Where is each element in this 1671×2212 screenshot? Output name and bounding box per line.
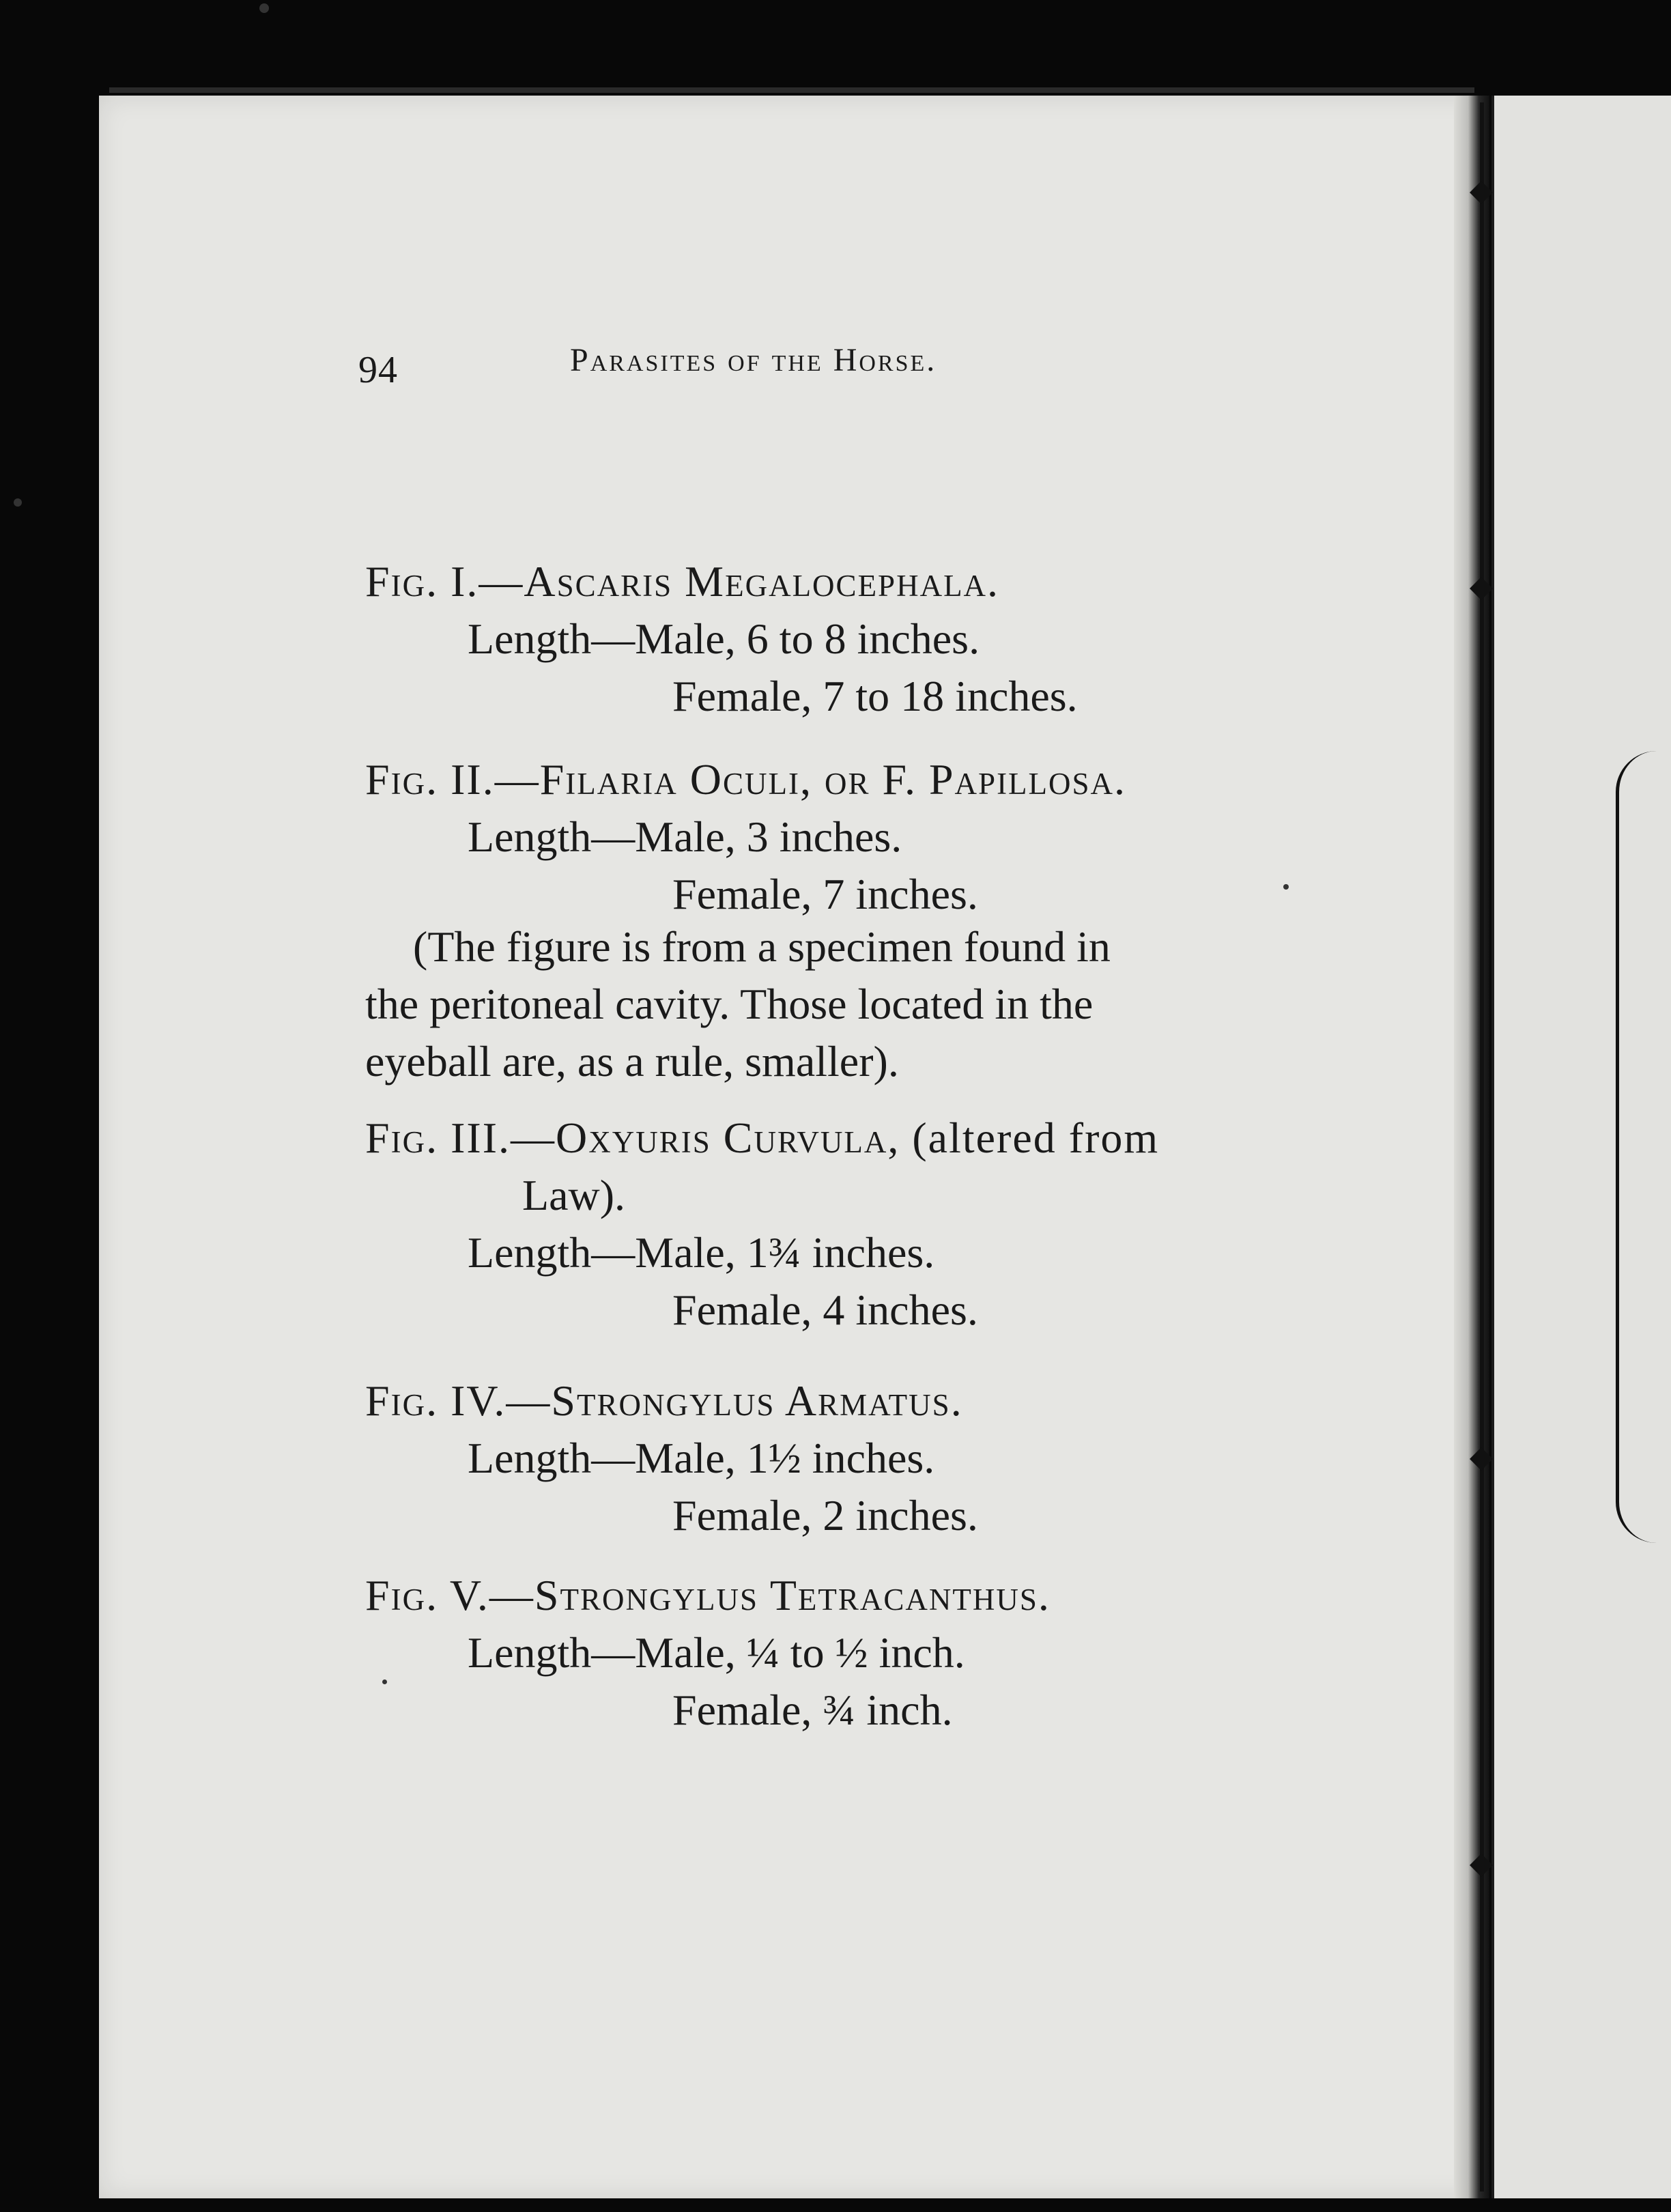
figure-title [365, 1567, 1321, 1624]
figure-title [365, 553, 1321, 610]
page-header [358, 335, 1382, 389]
figure-name: —Strongylus Armatus. [506, 1376, 963, 1425]
dust-speck [259, 3, 269, 13]
figure-name: —Oxyuris Curvula, [511, 1114, 900, 1162]
figure-label: Fig. III. [365, 1114, 511, 1162]
figure-name: —Filaria Oculi, or F. Papillosa. [494, 755, 1127, 804]
length-female-line: Female, 7 inches. [672, 870, 978, 918]
page-top-edge [109, 87, 1474, 93]
figure-title [365, 1372, 1321, 1430]
length-female-line: Female, 4 inches. [672, 1286, 978, 1334]
facing-page-edge [1491, 96, 1671, 2198]
facing-page-curve [1616, 751, 1671, 1543]
page-number: 94 [358, 349, 398, 391]
note-line: eyeball are, as a rule, smaller). [365, 1037, 899, 1086]
spine-line [1480, 102, 1484, 2192]
figure-title [365, 1109, 1321, 1167]
dust-speck [14, 498, 22, 507]
figure-title-continuation: Law). [522, 1171, 626, 1219]
figure-title [365, 751, 1321, 808]
figure-entry [365, 1372, 1321, 1544]
note-line: (The figure is from a specimen found in [413, 922, 1111, 971]
length-male-line: Length—Male, ¼ to ½ inch. [468, 1628, 965, 1677]
figure-source-note: (altered from [900, 1114, 1160, 1162]
figure-label: Fig. IV. [365, 1376, 506, 1425]
figure-label: Fig. V. [365, 1571, 489, 1619]
figure-label: Fig. II. [365, 755, 495, 804]
book-gutter [1454, 96, 1489, 2198]
figure-entry [365, 1567, 1321, 1739]
length-female-line: Female, ¾ inch. [672, 1686, 953, 1734]
note-line: the peritoneal cavity. Those located in the [365, 980, 1094, 1028]
figure-note [365, 918, 1273, 1090]
figure-entry [365, 553, 1321, 725]
length-female-line: Female, 2 inches. [672, 1491, 978, 1540]
figure-label: Fig. I. [365, 557, 479, 606]
figure-name: —Strongylus Tetracanthus. [489, 1571, 1051, 1619]
figure-name: —Ascaris Megalocephala. [479, 557, 1000, 606]
length-male-line: Length—Male, 1¾ inches. [468, 1228, 935, 1277]
figure-entry [365, 751, 1321, 923]
length-male-line: Length—Male, 3 inches. [468, 812, 902, 861]
running-head: Parasites of the Horse. [570, 342, 937, 378]
length-male-line: Length—Male, 6 to 8 inches. [468, 614, 980, 663]
figure-entry [365, 1109, 1321, 1339]
length-male-line: Length—Male, 1½ inches. [468, 1434, 935, 1482]
length-female-line: Female, 7 to 18 inches. [672, 672, 1078, 720]
